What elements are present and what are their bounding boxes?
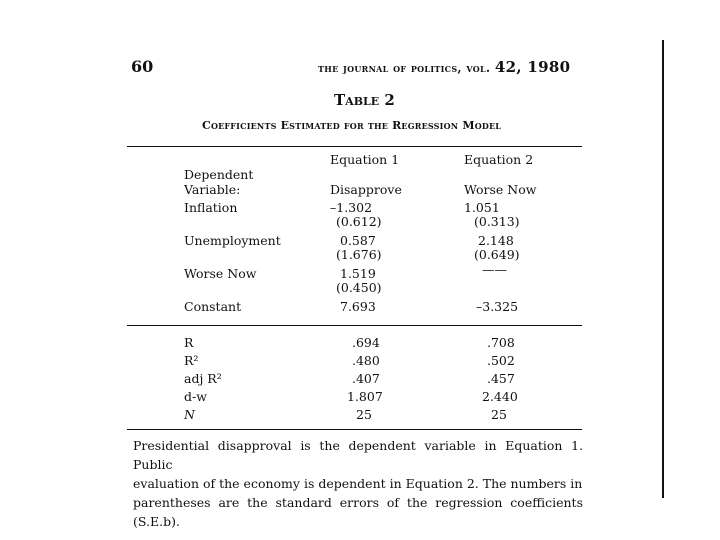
column-header-eq1: Equation 1 <box>330 152 400 167</box>
row-label-constant: Constant <box>184 299 242 314</box>
inflation-eq2-se: (0.313) <box>474 214 520 229</box>
table-bottom-rule <box>127 429 582 430</box>
table-note-line3: parentheses are the standard errors of the regression coefficients (S.E.b). <box>133 495 583 529</box>
running-head <box>318 58 570 76</box>
inflation-eq1: –1.302 <box>330 200 373 215</box>
stat-r-eq2: .708 <box>487 335 515 350</box>
row-label-unemployment: Unemployment <box>184 233 281 248</box>
running-head-volume: 42, 1980 <box>494 58 571 76</box>
stat-n-eq1: 25 <box>356 407 372 422</box>
table-label: Table 2 <box>334 91 395 109</box>
table-caption: Coefficients Estimated for the Regression Model <box>202 119 502 132</box>
table-note-line1: Presidential disapproval is the dependent variable in Equation 1. Public <box>133 438 583 472</box>
worse-now-eq1: 1.519 <box>340 266 376 281</box>
dependent-eq2: Worse Now <box>464 182 537 197</box>
inflation-eq1-se: (0.612) <box>336 214 382 229</box>
table-note <box>133 436 583 531</box>
table-top-rule <box>127 146 582 147</box>
stat-label-r2: R² <box>184 353 199 368</box>
running-head-text: the journal of politics, vol. <box>318 61 491 75</box>
constant-eq1: 7.693 <box>340 299 376 314</box>
stat-adj-r2-eq2: .457 <box>487 371 515 386</box>
stat-label-n: N <box>184 407 195 422</box>
dependent-label-line2: Variable: <box>184 182 241 197</box>
stat-adj-r2-eq1: .407 <box>352 371 380 386</box>
stat-r-eq1: .694 <box>352 335 380 350</box>
worse-now-eq2: —— <box>482 262 507 277</box>
row-label-inflation: Inflation <box>184 200 238 215</box>
dependent-label-line1: Dependent <box>184 167 254 182</box>
stat-dw-eq1: 1.807 <box>347 389 383 404</box>
stat-label-adj-r2: adj R² <box>184 371 222 386</box>
worse-now-eq1-se: (0.450) <box>336 280 382 295</box>
page-edge-rule <box>662 40 664 498</box>
stat-r2-eq1: .480 <box>352 353 380 368</box>
table-note-line2: evaluation of the economy is dependent in Equation 2. The numbers in <box>133 476 583 491</box>
row-label-worse-now: Worse Now <box>184 266 257 281</box>
unemployment-eq1-se: (1.676) <box>336 247 382 262</box>
constant-eq2: –3.325 <box>476 299 519 314</box>
stat-label-dw: d-w <box>184 389 207 404</box>
stat-label-r: R <box>184 335 194 350</box>
stat-n-eq2: 25 <box>491 407 507 422</box>
page-number: 60 <box>131 57 154 76</box>
unemployment-eq2: 2.148 <box>478 233 514 248</box>
dependent-eq1: Disapprove <box>330 182 402 197</box>
stat-r2-eq2: .502 <box>487 353 515 368</box>
inflation-eq2: 1.051 <box>464 200 500 215</box>
unemployment-eq2-se: (0.649) <box>474 247 520 262</box>
column-header-eq2: Equation 2 <box>464 152 534 167</box>
unemployment-eq1: 0.587 <box>340 233 376 248</box>
table-mid-rule <box>127 325 582 326</box>
stat-dw-eq2: 2.440 <box>482 389 518 404</box>
